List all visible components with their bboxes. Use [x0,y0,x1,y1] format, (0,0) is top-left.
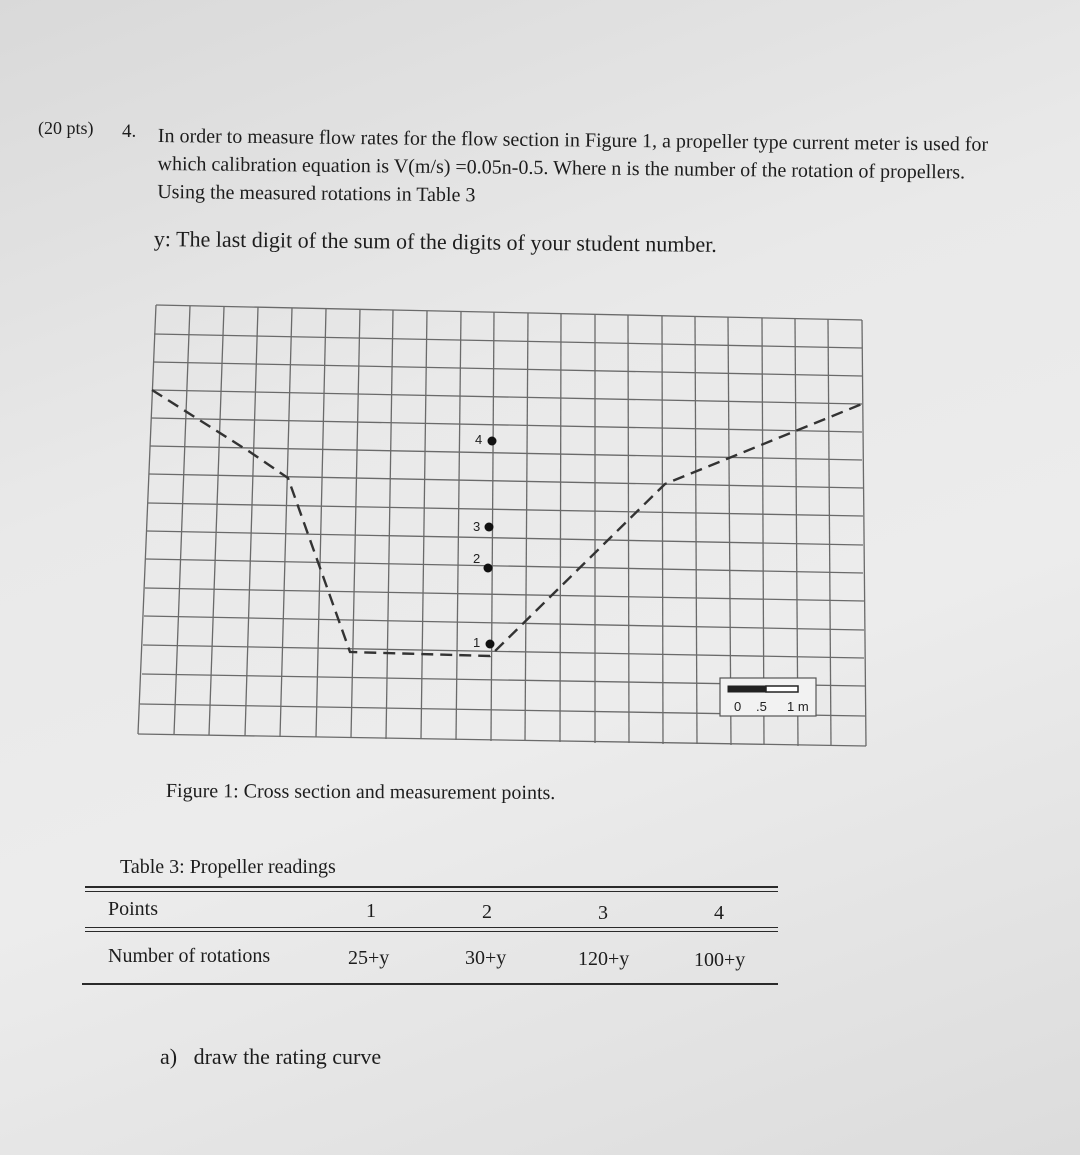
table-header-rotations: Number of rotations [108,945,271,967]
table-header-points: Points [108,898,159,920]
scale-bar [720,678,816,716]
point-label-3: 3 [473,519,481,534]
table-top-rule-2 [85,891,778,892]
table-caption: Table 3: Propeller readings [120,856,336,878]
measurement-points [484,437,497,649]
question-text: In order to measure flow rates for the flow section in Figure 1, a propeller type current meter is used for which calibration equation is V(m/s) =0.05n-0.5. Where n is the number of the rotation of propellers. Using the measured rotations in Table 3 [157,124,989,207]
point-label-1: 1 [473,635,481,650]
question-points: (20 pts) [38,118,94,138]
scale-bar-empty [766,686,798,692]
table-header-rule-2 [85,931,778,932]
table-rotation-3: 120+y [578,948,630,970]
part-a-label: a) [160,1044,178,1069]
table-point-3: 3 [598,902,608,924]
scale-label-1m: 1 m [787,699,809,714]
measurement-point-1 [486,640,495,649]
table-rotation-2: 30+y [465,947,507,969]
table-top-rule [85,886,778,888]
point-label-4: 4 [475,432,483,447]
point-label-2: 2 [473,551,481,566]
scale-bar-filled [728,686,766,692]
measurement-point-4 [488,437,497,446]
table-header-rule [85,927,778,928]
y-definition: y: The last digit of the sum of the digits of your student number. [153,226,717,257]
scale-label-0: 0 [734,699,742,714]
figure-caption: Figure 1: Cross section and measurement points. [165,780,556,805]
measurement-point-3 [485,523,494,532]
table-point-4: 4 [714,902,724,924]
part-a-text: draw the rating curve [193,1044,382,1069]
measurement-point-2 [484,564,493,573]
table-point-2: 2 [482,901,492,923]
scale-label-half: .5 [756,699,767,714]
question-number: 4. [122,121,137,142]
part-a [160,1044,381,1070]
table-rotation-1: 25+y [348,947,390,969]
table-point-1: 1 [366,900,376,922]
table-rotation-4: 100+y [694,949,746,971]
table-bottom-rule [82,983,778,985]
